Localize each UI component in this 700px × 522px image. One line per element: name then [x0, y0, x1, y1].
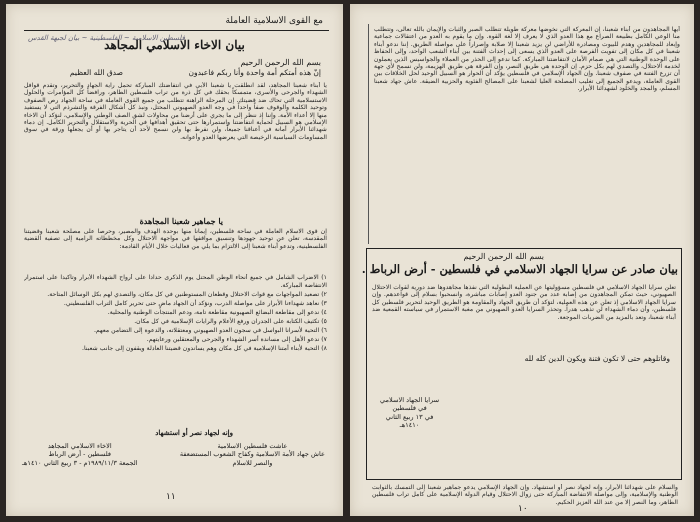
basmala: بسم الله الرحمن الرحيم [463, 252, 544, 261]
signature-line: الاخاء الاسلامي المجاهد [47, 442, 112, 450]
list-item: ٨) التحية لأبناء أمتنا الإسلامية في كل مكان وهم يساندون قضيتنا العادلة ويقفون إلى جانب شعبنا. [82, 345, 327, 353]
quran-quote: وقاتلوهم حتى لا تكون فتنة ويكون الدين كله لله [524, 354, 670, 363]
signature-line: عاشت فلسطين الاسلامية [217, 442, 288, 450]
signature-line: عاش جهاد الأمة الاسلامية وكفاح الشعوب المستضعفة [179, 450, 325, 459]
footer-paragraph: والسلام على شهدائنا الأبرار، وإنه لجهاد نصر أو استشهاد. وإن الجهاد الإسلامي يدعو جماهير شعبنا إلى التمسك بالثوابت الوطنية والإسلامية، وإلى مواصلة الانتفاضة المباركة حتى زوال الاحتلال وقيام الدولة الإسلامية على كامل تراب فلسطين الطاهر، وما النصر إلا من عند الله العزيز الحكيم. [372, 484, 678, 506]
margin-rule [368, 24, 369, 244]
handwritten-note: فلسطين الاسلامية ~ الفلسطينية ~ بيان لجبهة القدس [28, 34, 185, 42]
page-header: مع القوى الاسلامية العاملة [225, 16, 323, 26]
signature-line: فلسطين - أرض الرباط [48, 450, 112, 459]
statement-body: تعلن سرايا الجهاد الاسلامي في فلسطين مسؤوليتها عن العملية البطولية التي نفذها مجاهدوها ضد دورية لقوات الاحتلال الصهيوني، حيث تمكن المجاهدون من إصابة عدد من جنود العدو إصابات مباشرة، وانسحبوا بسلام إلى قواعدهم. وإن سرايا الجهاد الاسلامي إذ تعلن عن هذه العملية، لتؤكد أن طريق الجهاد والمقاومة هو الطريق الوحيد لتحرير فلسطين كل فلسطين، وأن دماء الشهداء لن تذهب هدراً. وتحذر السرايا العدو الصهيوني من مغبة الاستمرار في سياسته القمعية ضد أبناء شعبنا، وتعد بالمزيد من الضربات الموجعة. [372, 284, 676, 321]
signature-line: في فلسطين [392, 404, 427, 413]
list-item: ٢) تصعيد المواجهات مع قوات الاحتلال وقطعان المستوطنين في كل مكان، والتصدي لهم بكل الوسائل المتاحة. [47, 290, 327, 298]
statement-signature [380, 396, 439, 430]
verse-source: صدق الله العظيم [69, 68, 123, 77]
signature-line: في ١٣ ربيع الثاني [385, 412, 434, 421]
section-heading: يا جماهير شعبنا المجاهدة [139, 216, 223, 226]
top-paragraph: أيها المجاهدون من أبناء شعبنا، إن المعركة التي نخوضها معركة طويلة تتطلب الصبر والثبات والإيمان بالله تعالى، وتتطلب منا الوعي الكامل بطبيعة الصراع مع هذا العدو الذي لا يعرف إلا لغة القوة. وإن ما يقوم به العدو من اعتقالات جماعية وإبعاد للمجاهدين وهدم للبيوت ومصادرة للأراضي لن يزيد شعبنا إلا صلابة وإصراراً على مواصلة الطريق. إننا ندعو أبناء شعبنا في كل مكان إلى تفويت الفرصة على العدو الذي يسعى إلى إحداث الفتنة بين أبناء الشعب الواحد، وإلى الحفاظ على الوحدة الوطنية التي هي صمام الأمان لانتفاضتنا المباركة. كما ندعو إلى الحذر من العملاء والجواسيس الذين يعملون لخدمة الاحتلال، والتصدي لهم بكل حزم. إن الوحدة هي طريق النصر، وإن الفرقة هي طريق الهزيمة، ولن نسمح لأي جهة أن تزرع الفتنة في صفوف شعبنا. وإن الجهاد الإسلامي في فلسطين يؤكد أن الحوار هو السبيل الوحيد لحل الخلافات بين القوى العاملة، ويدعو الجميع إلى تغليب المصلحة العليا لشعبنا على المصالح الفئوية والحزبية الضيقة. عاش جهاد شعبنا المسلم، والمجد والخلود لشهدائنا الأبرار. [374, 26, 680, 93]
page-number: ١١ [166, 492, 176, 502]
quran-verse: إنّ هذه أمتكم أمة واحدة وأنا ربكم فاعبدون [188, 68, 321, 77]
signature-line: والنصر للاسلام [232, 458, 273, 467]
list-item: ٣) نعاهد شهداءنا الأبرار على مواصلة الدرب، ونؤكد أن الجهاد ماضٍ حتى تحرير كامل التراب الفلسطيني. [63, 299, 327, 307]
statement-frame [361, 248, 682, 480]
signature-left [22, 442, 138, 467]
list-item: ١) الاضراب الشامل في جميع أنحاء الوطن المحتل يوم الذكرى حداداً على أرواح الشهداء الأبرار وتأكيداً على استمرار الانتفاضة المباركة. [24, 274, 327, 289]
list-item: ٦) التحية لأسرانا البواسل في سجون العدو الصهيوني ومعتقلاته، والدعوة إلى التضامن معهم. [93, 327, 327, 335]
list-item: ٥) تكثيف الكتابة على الجدران ورفع الأعلام والرايات الإسلامية في كل مكان. [134, 317, 327, 325]
statement-title: بيان صادر عن سرايا الجهاد الاسلامي في فلسطين - أرض الرباط . [361, 262, 678, 276]
signature-line: سرايا الجهاد الاسلامي [380, 396, 440, 404]
signature-line: الجمعة ١٩٨٩/١١/٣م - ٣ ربيع الثاني ١٤١٠هـ [22, 458, 138, 467]
signature-right [180, 442, 325, 467]
header-rule [24, 30, 329, 31]
left-page [6, 4, 343, 516]
list-item: ٤) ندعو إلى مقاطعة البضائع الصهيونية مقاطعة تامة، ودعم المنتجات الوطنية والمحلية. [107, 308, 327, 316]
statement-title: بيان الاخاء الاسلامي المجاهد [104, 38, 245, 52]
page-number: ١٠ [518, 504, 528, 514]
signature-line: ١٤١٠هـ [399, 421, 420, 430]
closing-line: وإنه لجهاد نصر أو استشهاد [155, 428, 233, 437]
intro-paragraph: يا أبناء شعبنا المجاهد، لقد انطلقت يا شعبنا الأبي في انتفاضتك المباركة تحمل راية الجهاد والتحرير، وتقدم قوافل الشهداء والجرحى والأسرى، متمسكاً بحقك في كل ذرة من تراب فلسطين الطاهر، ورافضاً كل المؤامرات والحلول الاستسلامية التي تحاك ضد قضيتك. إن المرحلة الراهنة تتطلب من جميع القوى العاملة في ساحة الجهاد رص الصفوف وتوحيد الكلمة والوقوف صفاً واحداً في وجه العدو الصهيوني المحتل، ونبذ كل أشكال الفرقة والتشرذم التي لا يستفيد منها إلا أعداء الأمة. وإننا إذ ننظر إلى ما يجري على أرضنا من محاولات لشق الصف الوطني والإسلامي، لنؤكد أن الاخاء الإسلامي هو السبيل لحماية انتفاضتنا واستمرارها حتى تحقيق أهدافها في الحرية والاستقلال والتحرير الكامل. إن دماء شهدائنا الأبرار أمانة في أعناقنا جميعاً، ولن نفرط بها ولن نسمح لأحد أن يتاجر بها أو أن يجعلها ورقة في سوق المساومات السياسية الرخيصة التي يعرضها العدو وأعوانه. [24, 82, 327, 141]
list-item: ٧) ندعو الأهل إلى مساندة أسر الشهداء والجرحى والمعتقلين ورعايتهم. [146, 336, 327, 344]
right-page [350, 4, 694, 516]
demands-list [24, 274, 327, 424]
section-paragraph: إن قوى الاسلام العاملة في ساحة فلسطين، إيماناً منها بوحدة الهدف والمصير، وحرصاً على مصلحة شعبنا وقضيتنا المقدسة، تعلن عن توحيد جهودها وتنسيق مواقفها في مواجهة الاحتلال وكل مخططاته الرامية إلى تصفية القضية الفلسطينية، وتدعو أبناء شعبنا إلى الالتزام بما يلي من فعاليات خلال الأيام القادمة: [24, 228, 327, 250]
basmala: بسم الله الرحمن الرحيم [240, 58, 321, 67]
